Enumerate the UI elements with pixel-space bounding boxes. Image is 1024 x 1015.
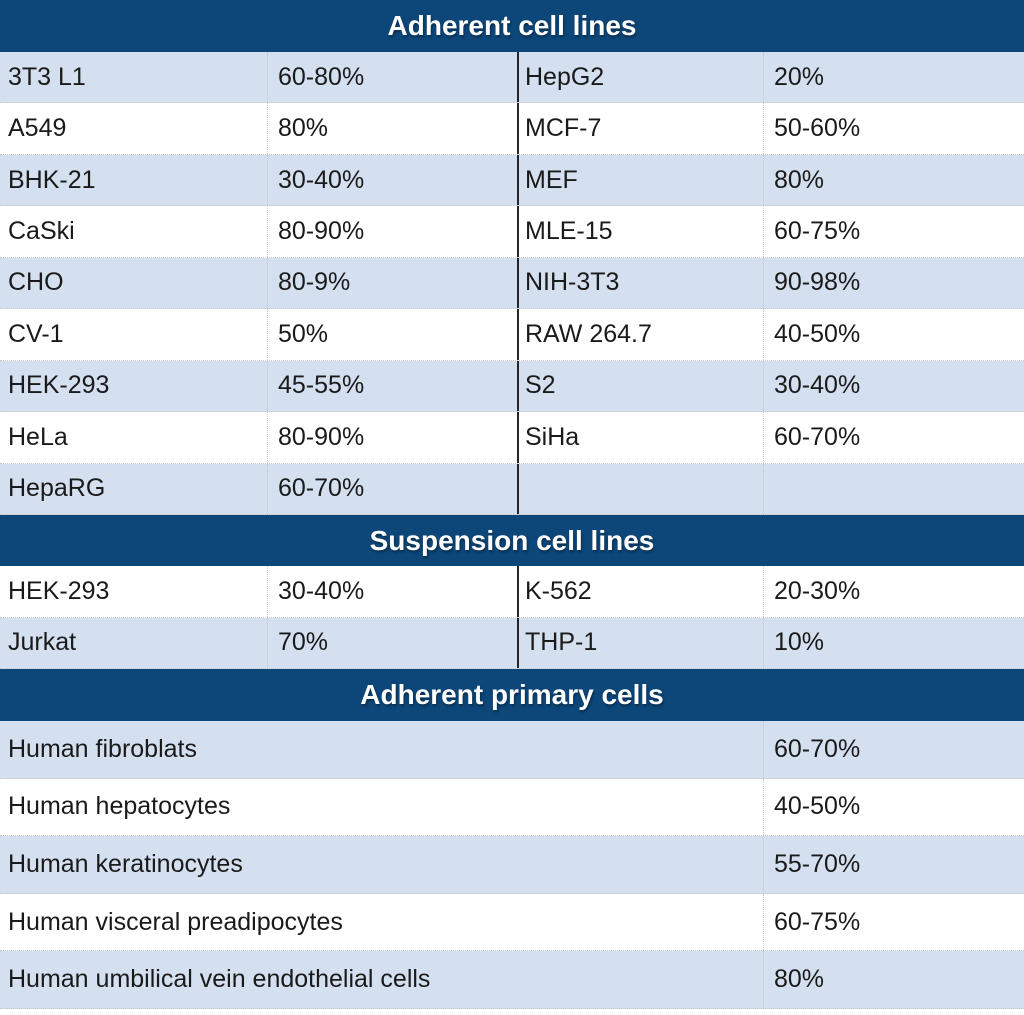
- table-row: [0, 779, 1024, 837]
- cell-line-efficiency: 20-30%: [763, 566, 1024, 617]
- table-row: [0, 52, 1024, 103]
- cell-line-name: MLE-15: [517, 206, 763, 256]
- section-header-suspension-cell-lines: Suspension cell lines: [0, 515, 1024, 566]
- cell-line-name: CV-1: [8, 319, 64, 348]
- cell-line-name: HepaRG: [8, 474, 106, 503]
- primary-cell-name: Human hepatocytes: [8, 792, 231, 821]
- table-row: [0, 103, 1024, 154]
- cell-line-name: MEF: [517, 155, 763, 205]
- cell-line-name: A549: [8, 114, 67, 143]
- table-row: [0, 361, 1024, 412]
- cell-line-efficiency: 45-55%: [267, 361, 517, 411]
- primary-cell-name: Human umbilical vein endothelial cells: [8, 965, 431, 994]
- cell-line-efficiency: 80-9%: [267, 258, 517, 308]
- section-header-adherent-primary-cells: Adherent primary cells: [0, 669, 1024, 721]
- cell-line-name: SiHa: [517, 412, 763, 462]
- cell-line-name: K-562: [517, 566, 763, 617]
- cell-line-name: HEK-293: [8, 371, 110, 400]
- cell-line-efficiency: 80-90%: [267, 206, 517, 256]
- table-row: [0, 155, 1024, 206]
- cell-line-efficiency: 80%: [763, 155, 1024, 205]
- cell-line-name: BHK-21: [8, 165, 96, 194]
- table-row: [0, 836, 1024, 894]
- primary-cell-efficiency: 55-70%: [763, 836, 1024, 893]
- cell-line-efficiency: 60-70%: [267, 464, 517, 514]
- cell-line-name: S2: [517, 361, 763, 411]
- cell-line-efficiency: [763, 464, 1024, 514]
- primary-cell-name: Human fibroblats: [8, 734, 197, 763]
- table-row: [0, 412, 1024, 463]
- primary-cell-efficiency: 60-75%: [763, 894, 1024, 951]
- cell-line-name: NIH-3T3: [517, 258, 763, 308]
- cell-line-name: Jurkat: [8, 628, 77, 657]
- table-row: [0, 309, 1024, 360]
- cell-line-efficiency: 60-80%: [267, 52, 517, 102]
- cell-line-name: HepG2: [517, 52, 763, 102]
- table-row: [0, 566, 1024, 618]
- cell-line-efficiency: 10%: [763, 618, 1024, 669]
- cell-line-name: RAW 264.7: [517, 309, 763, 359]
- cell-line-name: [517, 464, 763, 514]
- cell-line-efficiency: 40-50%: [763, 309, 1024, 359]
- adherent-rows: [0, 52, 1024, 515]
- cell-line-efficiency: 80%: [267, 103, 517, 153]
- table-row: [0, 618, 1024, 670]
- cell-line-efficiency: 20%: [763, 52, 1024, 102]
- primary-cell-efficiency: 40-50%: [763, 779, 1024, 836]
- table-row: [0, 951, 1024, 1009]
- suspension-rows: [0, 566, 1024, 669]
- cell-line-efficiency: 70%: [267, 618, 517, 669]
- table-row: [0, 258, 1024, 309]
- section-header-adherent-cell-lines: Adherent cell lines: [0, 0, 1024, 52]
- cell-line-efficiency: 60-70%: [763, 412, 1024, 462]
- bottom-margin: [0, 1009, 1024, 1015]
- primary-rows: [0, 721, 1024, 1009]
- cell-line-name: CaSki: [8, 217, 75, 246]
- cell-line-name: HeLa: [8, 422, 68, 451]
- cell-line-name: HEK-293: [8, 576, 110, 605]
- primary-cell-efficiency: 80%: [763, 951, 1024, 1008]
- table-row: [0, 721, 1024, 779]
- table-row: [0, 894, 1024, 952]
- cell-line-efficiency: 60-75%: [763, 206, 1024, 256]
- table-row: [0, 206, 1024, 257]
- primary-cell-efficiency: 60-70%: [763, 721, 1024, 778]
- cell-line-efficiency: 80-90%: [267, 412, 517, 462]
- cell-line-name: MCF-7: [517, 103, 763, 153]
- cell-line-efficiency: 30-40%: [267, 155, 517, 205]
- primary-cell-name: Human keratinocytes: [8, 849, 243, 878]
- primary-cell-name: Human visceral preadipocytes: [8, 907, 343, 936]
- cell-line-efficiency: 50%: [267, 309, 517, 359]
- cell-line-name: 3T3 L1: [8, 62, 86, 91]
- cell-line-name: CHO: [8, 268, 64, 297]
- cell-line-efficiency: 30-40%: [763, 361, 1024, 411]
- cell-line-efficiency: 90-98%: [763, 258, 1024, 308]
- table-row: [0, 464, 1024, 515]
- cell-line-name: THP-1: [517, 618, 763, 669]
- cell-line-efficiency: 50-60%: [763, 103, 1024, 153]
- cell-line-efficiency: 30-40%: [267, 566, 517, 617]
